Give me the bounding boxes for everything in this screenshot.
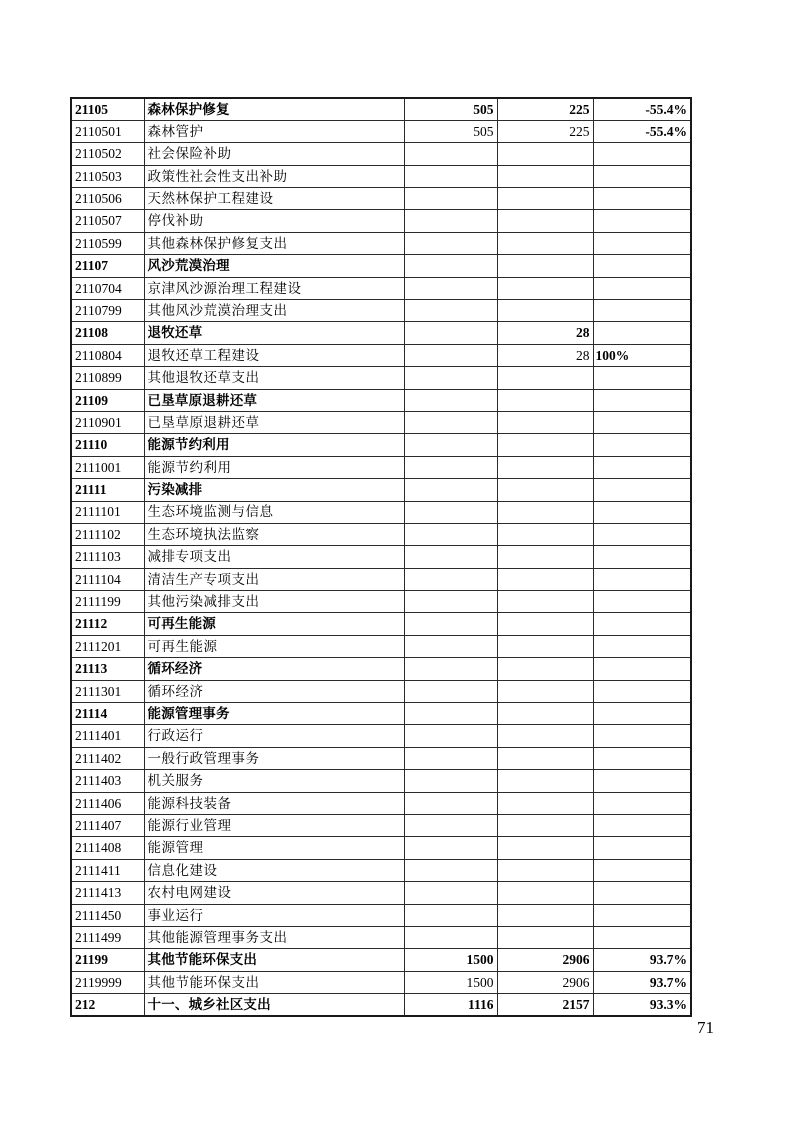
table-row xyxy=(71,479,691,501)
cell-value1 xyxy=(404,501,497,523)
cell-value1 xyxy=(404,322,497,344)
cell-code: 2110599 xyxy=(71,232,144,254)
cell-code: 21112 xyxy=(71,613,144,635)
cell-value2 xyxy=(497,232,593,254)
cell-name: 能源节约利用 xyxy=(144,434,404,456)
cell-percent xyxy=(593,703,691,725)
cell-value2 xyxy=(497,725,593,747)
table-row xyxy=(71,994,691,1016)
table-row xyxy=(71,568,691,590)
cell-percent xyxy=(593,658,691,680)
cell-value1: 1500 xyxy=(404,971,497,993)
cell-value1: 1116 xyxy=(404,994,497,1016)
cell-code: 2111201 xyxy=(71,635,144,657)
table-row xyxy=(71,98,691,120)
cell-percent: 100% xyxy=(593,344,691,366)
table-row xyxy=(71,255,691,277)
table-row xyxy=(71,635,691,657)
cell-value2 xyxy=(497,658,593,680)
cell-value1 xyxy=(404,904,497,926)
cell-code: 2111406 xyxy=(71,792,144,814)
cell-name: 十一、城乡社区支出 xyxy=(144,994,404,1016)
cell-value2 xyxy=(497,165,593,187)
cell-code: 2111102 xyxy=(71,523,144,545)
cell-percent: 93.3% xyxy=(593,994,691,1016)
cell-value2 xyxy=(497,747,593,769)
table-row xyxy=(71,971,691,993)
cell-percent xyxy=(593,725,691,747)
cell-value1 xyxy=(404,255,497,277)
cell-percent xyxy=(593,882,691,904)
cell-name: 京津风沙源治理工程建设 xyxy=(144,277,404,299)
cell-value2 xyxy=(497,837,593,859)
cell-code: 2110799 xyxy=(71,300,144,322)
cell-percent xyxy=(593,188,691,210)
cell-value1 xyxy=(404,747,497,769)
cell-value1 xyxy=(404,680,497,702)
cell-value1 xyxy=(404,591,497,613)
cell-name: 农村电网建设 xyxy=(144,882,404,904)
cell-percent xyxy=(593,389,691,411)
cell-name: 生态环境监测与信息 xyxy=(144,501,404,523)
cell-name: 循环经济 xyxy=(144,658,404,680)
cell-code: 2110501 xyxy=(71,120,144,142)
cell-name: 可再生能源 xyxy=(144,635,404,657)
cell-percent xyxy=(593,613,691,635)
table-row xyxy=(71,859,691,881)
cell-code: 2111103 xyxy=(71,546,144,568)
cell-value1 xyxy=(404,725,497,747)
cell-name: 清洁生产专项支出 xyxy=(144,568,404,590)
cell-name: 循环经济 xyxy=(144,680,404,702)
cell-percent: 93.7% xyxy=(593,971,691,993)
cell-value1 xyxy=(404,635,497,657)
cell-name: 能源科技装备 xyxy=(144,792,404,814)
cell-name: 能源节约利用 xyxy=(144,456,404,478)
cell-percent: -55.4% xyxy=(593,98,691,120)
cell-value2: 2906 xyxy=(497,971,593,993)
cell-code: 21105 xyxy=(71,98,144,120)
cell-code: 2110507 xyxy=(71,210,144,232)
cell-name: 能源管理事务 xyxy=(144,703,404,725)
cell-name: 一般行政管理事务 xyxy=(144,747,404,769)
cell-name: 减排专项支出 xyxy=(144,546,404,568)
cell-value2 xyxy=(497,523,593,545)
cell-code: 2111001 xyxy=(71,456,144,478)
cell-percent xyxy=(593,255,691,277)
cell-code: 2111413 xyxy=(71,882,144,904)
table-row xyxy=(71,456,691,478)
cell-percent xyxy=(593,815,691,837)
cell-value2 xyxy=(497,456,593,478)
cell-name: 社会保险补助 xyxy=(144,143,404,165)
table-row xyxy=(71,658,691,680)
cell-value1 xyxy=(404,456,497,478)
table-row xyxy=(71,188,691,210)
cell-value2: 28 xyxy=(497,322,593,344)
cell-value1 xyxy=(404,165,497,187)
cell-percent xyxy=(593,479,691,501)
table-row xyxy=(71,389,691,411)
budget-table xyxy=(70,97,692,1017)
cell-code: 21109 xyxy=(71,389,144,411)
cell-value2 xyxy=(497,255,593,277)
cell-value1 xyxy=(404,703,497,725)
cell-value1 xyxy=(404,613,497,635)
cell-value2: 225 xyxy=(497,98,593,120)
cell-name: 退牧还草工程建设 xyxy=(144,344,404,366)
cell-value1 xyxy=(404,926,497,948)
cell-value2 xyxy=(497,479,593,501)
cell-percent xyxy=(593,322,691,344)
table-row xyxy=(71,792,691,814)
table-row xyxy=(71,949,691,971)
table-row xyxy=(71,747,691,769)
cell-value1 xyxy=(404,815,497,837)
cell-percent xyxy=(593,232,691,254)
table-row xyxy=(71,367,691,389)
cell-code: 2111407 xyxy=(71,815,144,837)
cell-value1 xyxy=(404,277,497,299)
cell-percent xyxy=(593,546,691,568)
table-row xyxy=(71,143,691,165)
table-row xyxy=(71,434,691,456)
cell-percent: 93.7% xyxy=(593,949,691,971)
cell-name: 行政运行 xyxy=(144,725,404,747)
cell-value1 xyxy=(404,523,497,545)
cell-value2: 28 xyxy=(497,344,593,366)
cell-value2 xyxy=(497,389,593,411)
cell-percent xyxy=(593,456,691,478)
cell-percent xyxy=(593,926,691,948)
table-row xyxy=(71,926,691,948)
cell-percent xyxy=(593,523,691,545)
cell-value2 xyxy=(497,815,593,837)
table-row xyxy=(71,210,691,232)
cell-name: 能源行业管理 xyxy=(144,815,404,837)
cell-name: 其他节能环保支出 xyxy=(144,949,404,971)
cell-percent xyxy=(593,143,691,165)
table-row xyxy=(71,411,691,433)
cell-value2 xyxy=(497,546,593,568)
cell-name: 可再生能源 xyxy=(144,613,404,635)
cell-percent xyxy=(593,859,691,881)
cell-code: 2111199 xyxy=(71,591,144,613)
cell-value1 xyxy=(404,546,497,568)
cell-percent xyxy=(593,904,691,926)
cell-value2 xyxy=(497,635,593,657)
cell-name: 事业运行 xyxy=(144,904,404,926)
cell-code: 2111301 xyxy=(71,680,144,702)
cell-percent xyxy=(593,635,691,657)
budget-table-body xyxy=(71,98,691,1016)
table-row xyxy=(71,613,691,635)
table-row xyxy=(71,770,691,792)
cell-code: 2111104 xyxy=(71,568,144,590)
cell-name: 已垦草原退耕还草 xyxy=(144,411,404,433)
cell-value2 xyxy=(497,926,593,948)
cell-value2 xyxy=(497,904,593,926)
table-row xyxy=(71,904,691,926)
cell-name: 其他风沙荒漠治理支出 xyxy=(144,300,404,322)
table-row xyxy=(71,703,691,725)
cell-name: 政策性社会性支出补助 xyxy=(144,165,404,187)
cell-value1 xyxy=(404,232,497,254)
cell-percent xyxy=(593,837,691,859)
cell-value1 xyxy=(404,300,497,322)
cell-percent xyxy=(593,747,691,769)
cell-value1 xyxy=(404,479,497,501)
cell-value2 xyxy=(497,501,593,523)
cell-value1 xyxy=(404,389,497,411)
cell-value1 xyxy=(404,859,497,881)
table-row xyxy=(71,725,691,747)
table-row xyxy=(71,815,691,837)
cell-code: 21108 xyxy=(71,322,144,344)
cell-code: 2119999 xyxy=(71,971,144,993)
table-row xyxy=(71,882,691,904)
cell-percent xyxy=(593,411,691,433)
cell-value1 xyxy=(404,143,497,165)
cell-name: 污染减排 xyxy=(144,479,404,501)
cell-name: 其他退牧还草支出 xyxy=(144,367,404,389)
cell-value2 xyxy=(497,792,593,814)
cell-name: 森林管护 xyxy=(144,120,404,142)
cell-code: 2110502 xyxy=(71,143,144,165)
cell-percent xyxy=(593,300,691,322)
cell-percent: -55.4% xyxy=(593,120,691,142)
cell-name: 生态环境执法监察 xyxy=(144,523,404,545)
cell-name: 其他能源管理事务支出 xyxy=(144,926,404,948)
cell-name: 退牧还草 xyxy=(144,322,404,344)
cell-value2 xyxy=(497,882,593,904)
cell-value2 xyxy=(497,770,593,792)
cell-value2 xyxy=(497,367,593,389)
cell-value1 xyxy=(404,188,497,210)
cell-code: 2111101 xyxy=(71,501,144,523)
cell-name: 森林保护修复 xyxy=(144,98,404,120)
table-row xyxy=(71,300,691,322)
cell-code: 21111 xyxy=(71,479,144,501)
cell-name: 风沙荒漠治理 xyxy=(144,255,404,277)
cell-code: 2110901 xyxy=(71,411,144,433)
cell-name: 信息化建设 xyxy=(144,859,404,881)
table-row xyxy=(71,523,691,545)
cell-value1 xyxy=(404,568,497,590)
cell-value2 xyxy=(497,613,593,635)
cell-percent xyxy=(593,501,691,523)
cell-percent xyxy=(593,434,691,456)
cell-value1 xyxy=(404,344,497,366)
cell-value1 xyxy=(404,367,497,389)
cell-value1 xyxy=(404,210,497,232)
table-row xyxy=(71,120,691,142)
cell-percent xyxy=(593,770,691,792)
cell-name: 其他森林保护修复支出 xyxy=(144,232,404,254)
cell-value1 xyxy=(404,411,497,433)
cell-name: 其他污染减排支出 xyxy=(144,591,404,613)
cell-value2 xyxy=(497,300,593,322)
cell-value1 xyxy=(404,837,497,859)
cell-value2: 2906 xyxy=(497,949,593,971)
cell-code: 2110804 xyxy=(71,344,144,366)
cell-percent xyxy=(593,568,691,590)
cell-code: 21107 xyxy=(71,255,144,277)
table-row xyxy=(71,165,691,187)
table-row xyxy=(71,277,691,299)
cell-percent xyxy=(593,277,691,299)
table-row xyxy=(71,232,691,254)
cell-value2 xyxy=(497,411,593,433)
cell-value2 xyxy=(497,568,593,590)
table-row xyxy=(71,837,691,859)
cell-value1 xyxy=(404,770,497,792)
cell-code: 21110 xyxy=(71,434,144,456)
table-row xyxy=(71,680,691,702)
table-row xyxy=(71,546,691,568)
cell-value2 xyxy=(497,703,593,725)
cell-code: 2111499 xyxy=(71,926,144,948)
cell-name: 天然林保护工程建设 xyxy=(144,188,404,210)
cell-percent xyxy=(593,367,691,389)
cell-value2 xyxy=(497,859,593,881)
cell-value2 xyxy=(497,591,593,613)
cell-value2 xyxy=(497,210,593,232)
cell-percent xyxy=(593,210,691,232)
cell-code: 2110506 xyxy=(71,188,144,210)
table-row xyxy=(71,591,691,613)
cell-value1: 1500 xyxy=(404,949,497,971)
cell-value1 xyxy=(404,792,497,814)
cell-value2 xyxy=(497,434,593,456)
cell-value2 xyxy=(497,143,593,165)
cell-code: 2111403 xyxy=(71,770,144,792)
table-row xyxy=(71,501,691,523)
cell-code: 2111401 xyxy=(71,725,144,747)
cell-code: 2111450 xyxy=(71,904,144,926)
cell-code: 21199 xyxy=(71,949,144,971)
cell-name: 停伐补助 xyxy=(144,210,404,232)
cell-code: 212 xyxy=(71,994,144,1016)
table-row xyxy=(71,322,691,344)
cell-code: 2111402 xyxy=(71,747,144,769)
cell-name: 已垦草原退耕还草 xyxy=(144,389,404,411)
cell-code: 2110503 xyxy=(71,165,144,187)
cell-name: 能源管理 xyxy=(144,837,404,859)
cell-percent xyxy=(593,680,691,702)
cell-value1 xyxy=(404,882,497,904)
page-number: 71 xyxy=(697,1018,714,1037)
cell-code: 21114 xyxy=(71,703,144,725)
cell-value2 xyxy=(497,277,593,299)
cell-value2 xyxy=(497,188,593,210)
cell-value1 xyxy=(404,434,497,456)
cell-value1 xyxy=(404,658,497,680)
cell-percent xyxy=(593,591,691,613)
cell-percent xyxy=(593,165,691,187)
cell-value2 xyxy=(497,680,593,702)
cell-code: 2110704 xyxy=(71,277,144,299)
cell-code: 2111408 xyxy=(71,837,144,859)
cell-code: 2111411 xyxy=(71,859,144,881)
cell-percent xyxy=(593,792,691,814)
cell-code: 2110899 xyxy=(71,367,144,389)
cell-value2: 225 xyxy=(497,120,593,142)
cell-value2: 2157 xyxy=(497,994,593,1016)
cell-code: 21113 xyxy=(71,658,144,680)
cell-name: 机关服务 xyxy=(144,770,404,792)
cell-name: 其他节能环保支出 xyxy=(144,971,404,993)
cell-value1: 505 xyxy=(404,98,497,120)
table-row xyxy=(71,344,691,366)
cell-value1: 505 xyxy=(404,120,497,142)
